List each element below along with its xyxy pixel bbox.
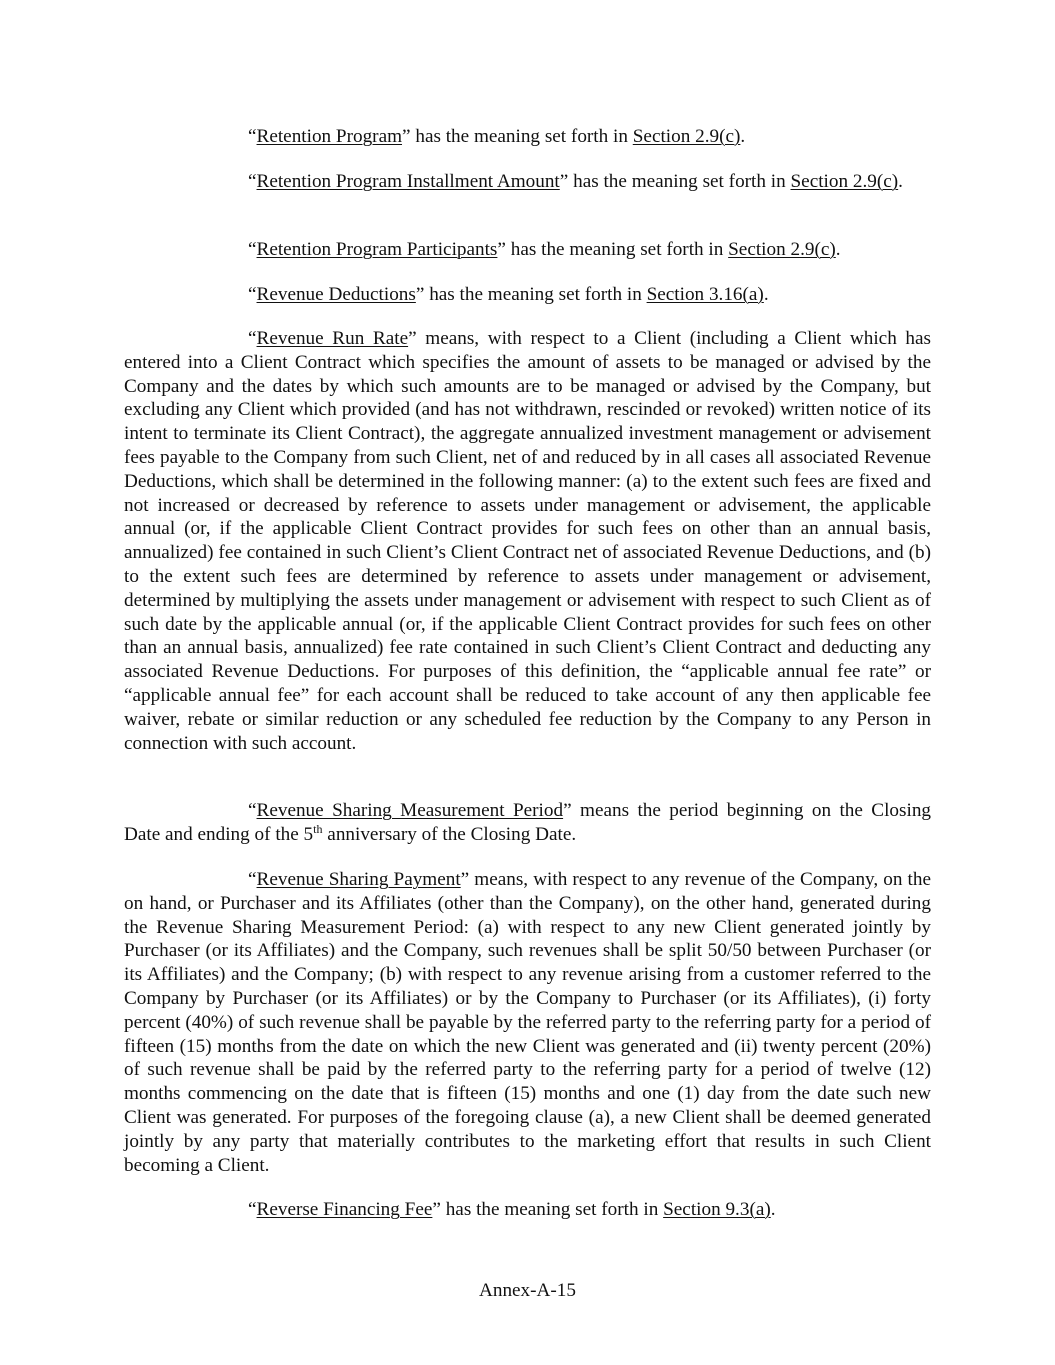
superscript: th <box>313 821 323 836</box>
section-reference: Section 2.9(c) <box>790 171 899 192</box>
definition-text: has the meaning set forth in <box>568 171 791 192</box>
defined-term: Retention Program Participants <box>256 239 498 260</box>
definition-revenue-run-rate: “Revenue Run Rate” means, with respect to a Client (including a Client which has entered into a Client Contract which specifies the amount of assets to be managed or advised by the Company and the dates by which such amounts are to be managed or advised by the Company, but excluding any Client which provided (and has not withdrawn, rescinded or revoked) written notice of its intent to terminate its Client Contract), the aggregate annualized investment management or advisement fees payable to the Company from such Client, net of and reduced by in all cases all associated Revenue Deductions, which shall be determined in the following manner: (a) to the extent such fees are fixed and not increased or decreased by reference to assets under management or advisement, the applicable annual (or, if the applicable Client Contract provides for such fees on other than an annual basis, annualized) fee contained in such Client’s Client Contract net of associated Revenue Deductions, and (b) to the extent such fees are determined by reference to assets under management or advisement, determined by multiplying the assets under management or advisement with respect to such Client as of such date by the applicable annual (or, if the applicable Client Contract provides for such fees on other than an annual basis, annualized) fee rate contained in such Client’s Client Contract and deducting any associated Revenue Deductions. For purposes of this definition, the “applicable annual fee rate” or “applicable annual fee” for each account shall be reduced to take account of any then applicable fee waiver, rebate or similar reduction or any scheduled fee reduction by the Company to any Person in connection with such account. <box>124 328 931 754</box>
section-reference: Section 2.9(c) <box>728 239 836 260</box>
definition-text: has the meaning set forth in <box>440 1199 664 1220</box>
definition-text: means the period beginning on the Closing Date and ending of the 5 <box>124 800 932 845</box>
definition-retention-program-participants: “Retention Program Participants” has the meaning set forth in Section 2.9(c). <box>248 239 841 260</box>
definition-retention-program-installment-amount: “Retention Program Installment Amount” has the meaning set forth in Section 2.9(c). <box>248 171 903 192</box>
defined-term: Reverse Financing Fee <box>256 1199 433 1220</box>
defined-term: Revenue Deductions <box>256 284 416 305</box>
page-number: Annex-A-15 <box>479 1280 576 1301</box>
defined-term: Revenue Run Rate <box>256 328 409 349</box>
definition-text: means, with respect to any revenue of the Company, on the on hand, or Purchaser and its Affiliates (other than the Company), on the other hand, generated during the Revenue Sharing Measurement Period: (a) with respect to any new Client generated jointly by Purchaser (or its Affiliates) and the Company, such revenues shall be split 50/50 between Purchaser (or its Affiliates) and the Company; (b) with respect to any revenue arising from a customer referred to the Company by Purchaser (or its Affiliates) or by the Company to Purchaser (or its Affiliates), (i) forty percent (40%) of such revenue shall be payable by the referred party to the referring party for a period of fifteen (15) months from the date on which the new Client was generated and (ii) twenty percent (20%) of such revenue shall be paid by the referred party to the referring party for a period of twelve (12) months commencing on the date that is fifteen (15) months and one (1) day from the date such new Client was generated. For purposes of the foregoing clause (a), a new Client shall be deemed generated jointly by any party that materially contributes to the marketing effort that results in such Client becoming a Client. <box>124 869 931 1176</box>
definition-revenue-sharing-payment: “Revenue Sharing Payment” means, with respect to any revenue of the Company, on the on hand, or Purchaser and its Affiliates (other than the Company), on the other hand, generated during the Revenue Sharing Measurement Period: (a) with respect to any new Client generated jointly by Purchaser (or its Affiliates) and the Company, such revenues shall be split 50/50 between Purchaser (or its Affiliates) and the Company; (b) with respect to any revenue arising from a customer referred to the Company by Purchaser (or its Affiliates) or by the Company to Purchaser (or its Affiliates), (i) forty percent (40%) of such revenue shall be payable by the referred party to the referring party for a period of fifteen (15) months from the date on which the new Client was generated and (ii) twenty percent (20%) of such revenue shall be paid by the referred party to the referring party for a period of twelve (12) months commencing on the date that is fifteen (15) months and one (1) day from the date such new Client was generated. For purposes of the foregoing clause (a), a new Client shall be deemed generated jointly by any party that materially contributes to the marketing effort that results in such Client becoming a Client. <box>124 869 931 1176</box>
defined-term: Revenue Sharing Measurement Period <box>256 800 564 821</box>
definition-text: has the meaning set forth in <box>505 239 729 260</box>
definition-text: has the meaning set forth in <box>424 284 647 305</box>
definition-text: anniversary of the Closing Date. <box>322 823 577 845</box>
section-reference: Section 2.9(c) <box>632 126 741 147</box>
definition-revenue-deductions: “Revenue Deductions” has the meaning set forth in Section 3.16(a). <box>248 284 769 305</box>
defined-term: Revenue Sharing Payment <box>256 869 461 890</box>
definition-text: has the meaning set forth in <box>410 126 633 147</box>
section-reference: Section 3.16(a) <box>646 284 764 305</box>
section-reference: Section 9.3(a) <box>663 1199 771 1220</box>
defined-term: Retention Program <box>256 126 403 147</box>
definition-retention-program: “Retention Program” has the meaning set forth in Section 2.9(c). <box>248 126 746 147</box>
definition-reverse-financing-fee: “Reverse Financing Fee” has the meaning set forth in Section 9.3(a). <box>248 1199 776 1220</box>
definition-revenue-sharing-measurement-period: “Revenue Sharing Measurement Period” means the period beginning on the Closing Date and ending of the 5th anniversary of the Closing Date. <box>124 800 932 845</box>
defined-term: Retention Program Installment Amount <box>256 171 560 192</box>
definition-text: means, with respect to a Client (including a Client which has entered into a Client Contract which specifies the amount of assets to be managed or advised by the Company and the dates by which such amounts are to be managed or advised by the Company, but excluding any Client which provided (and has not withdrawn, rescinded or revoked) written notice of its intent to terminate its Client Contract), the aggregate annualized investment management or advisement fees payable to the Company from such Client, net of and reduced by in all cases all associated Revenue Deductions, which shall be determined in the following manner: (a) to the extent such fees are fixed and not increased or decreased by reference to assets under management or advisement, the applicable annual (or, if the applicable Client Contract provides for such fees on other than an annual basis, annualized) fee contained in such Client’s Client Contract net of associated Revenue Deductions, and (b) to the extent such fees are determined by reference to assets under management or advisement, determined by multiplying the assets under management or advisement with respect to such Client as of such date by the applicable annual (or, if the applicable Client Contract provides for such fees on other than an annual basis, annualized) fee rate contained in such Client’s Client Contract and deducting any associated Revenue Deductions. For purposes of this definition, the “applicable annual fee rate” or “applicable annual fee” for each account shall be reduced to take account of any then applicable fee waiver, rebate or similar reduction or any scheduled fee reduction by the Company to any Person in connection with such account. <box>124 328 931 754</box>
